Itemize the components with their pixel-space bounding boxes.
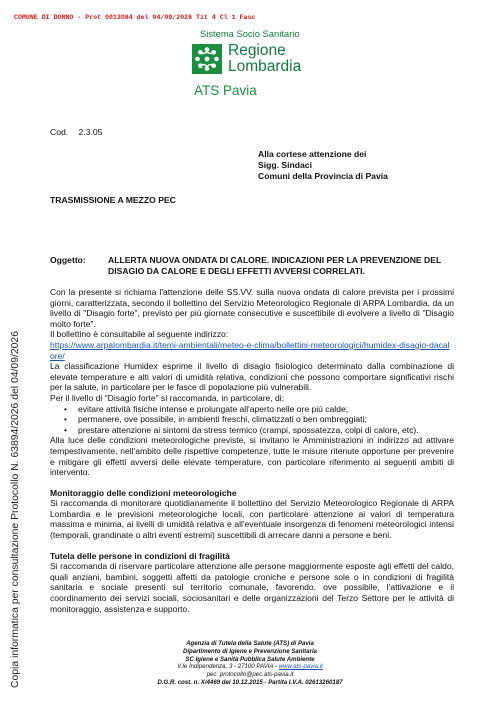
section-text-fragility: Si raccomanda di riservare particolare attenzione alle persone maggiormente esposte agli effetti del caldo, quali anziani, bambini, soggetti affetti da patologie croniche e persone sole o in condizioni di fragilità sanitaria e sociale presenti sul territorio comunale, favorendo, ove possibile, l'attivazione e il coordinamento dei servizi sociali, sociosanitari e delle organizzazioni del Terzo Settore per le attività di monitoraggio, assistenza e supporto. <box>50 561 454 614</box>
invitation-paragraph: Alla luce delle condizioni meteorologiche previste, si invitano le Amministrazioni in indirizzo ad attivare tempestivamente, nell'ambito delle rispettive competenze, tutte le misure ritenute opportune per prevenire e mitigare gli effetti avversi delle elevate temperature, con particolare riferimento ai seguenti ambiti di intervento. <box>50 435 454 478</box>
cod-value: 2.3.05 <box>78 127 103 137</box>
lombardia-rose-icon <box>192 44 222 74</box>
cod-label: Cod. <box>50 127 69 137</box>
footer <box>100 640 400 687</box>
footer-address: V.le Indipendenza, 3 - 27100 PAVIA - <box>177 663 278 671</box>
logo-agency: ATS Pavia <box>194 83 257 98</box>
recipient-line: Comuni della Provincia di Pavia <box>258 171 388 181</box>
recipient-line: Sigg. Sindaci <box>258 160 312 170</box>
section-title-fragility: Tutela delle persone in condizioni di fragilità <box>50 550 230 561</box>
margin-protocol-note: Copia informatica per consultazione Protocollo N. 63894/2026 del 04/09/2026 <box>10 331 21 688</box>
subject-label: Oggetto: <box>50 255 86 265</box>
list-item: • prestare attenzione ai sintomi da stress termico (crampi, spossatezza, colpi di calore, etc). <box>64 425 454 436</box>
footer-legal: D.G.R. cost. n. X/4469 del 10.12.2015 - Partita I.V.A. 02613260187 <box>157 678 343 686</box>
footer-department: Dipartimento di Igiene e Prevenzione Sanitaria <box>182 647 318 655</box>
subject-text: ALLERTA NUOVA ONDATA DI CALORE. INDICAZIONI PER LA PREVENZIONE DEL DISAGIO DA CALORE E DEGLI EFFETTI AVVERSI CORRELATI. <box>108 255 442 276</box>
logo-region-line1: Regione <box>228 42 286 59</box>
protocol-stamp: COMUNE DI DORNO - Prot 0013084 del 04/09/2026 Tit 4 Cl 1 Fasc <box>14 14 256 21</box>
footer-address-line <box>100 663 400 671</box>
list-item: • permanere, ove possibile, in ambienti freschi, climatizzati o ben ombreggiati; <box>64 414 454 425</box>
document-code <box>50 127 102 137</box>
letter-body <box>50 287 454 614</box>
recipient-line: Alla cortese attenzione dei <box>258 149 367 159</box>
section-text-monitoring: Si raccomanda di monitorare quotidianamente il bollettino del Servizio Meteorologico Regionale di ARPA Lombardia e le previsioni meteorologiche locali, con particolare attenzione ai valori di temperatura massima e minima, ai livelli di umidità relativa e all'eventuale insorgenza di fenomeni meteorologici intensi (temporali, grandinate o altri eventi estremi) suscettibili di arrecare danni a persone e beni. <box>50 498 454 541</box>
footer-agency: Agenzia di Tutela della Salute (ATS) di Pavia <box>186 640 314 647</box>
footer-pec: pec: protocollo@pec.ats-pavia.it <box>206 671 294 679</box>
bulletin-link[interactable]: https://www.arpalombardia.it/temi-ambientali/meteo-e-clima/bollettini-meteorologici/humidex-disagio-dacalore/ <box>50 339 450 361</box>
advice-intro: Per il livello di "Disagio forte" si raccomanda, in particolare, di: <box>50 392 285 403</box>
logo-system-text: Sistema Socio Sanitario <box>200 28 300 39</box>
humidex-paragraph: La classificazione Humidex esprime il livello di disagio fisiologico determinato dalla combinazione di elevate temperature e alti valori di umidità relativa, condizioni che possono comportare significativi rischi per la salute, in particolare per le fasce di popolazione più vulnerabili. <box>50 361 454 393</box>
footer-unit: SC Igiene e Sanità Pubblica Salute Ambiente <box>185 655 315 663</box>
advice-list <box>64 404 454 436</box>
logo-region-line2: Lombardia <box>228 58 302 75</box>
footer-website-link[interactable]: www.ats-pavia.it <box>278 663 323 671</box>
bulletin-intro: Il bollettino è consultabile al seguente indirizzo: <box>50 329 229 340</box>
logo-region <box>228 43 301 75</box>
list-item: • evitare attività fisiche intense e prolungate all'aperto nelle ore più calde; <box>64 404 454 415</box>
section-title-monitoring: Monitoraggio delle condizioni meteorologiche <box>50 487 237 498</box>
recipients-block <box>258 149 388 182</box>
transmission-mode: TRASMISSIONE A MEZZO PEC <box>50 195 176 205</box>
intro-paragraph: Con la presente si richiama l'attenzione delle SS.VV. sulla nuova ondata di calore prevista per i prossimi giorni, caratterizzata, secondo il bollettino del Servizio Meteorologico Regionale di ARPA Lombardia, da un livello di "Disagio forte", previsto per più giornate consecutive e suscettibile di evolvere a livello di "Disagio molto forte". <box>50 287 454 329</box>
